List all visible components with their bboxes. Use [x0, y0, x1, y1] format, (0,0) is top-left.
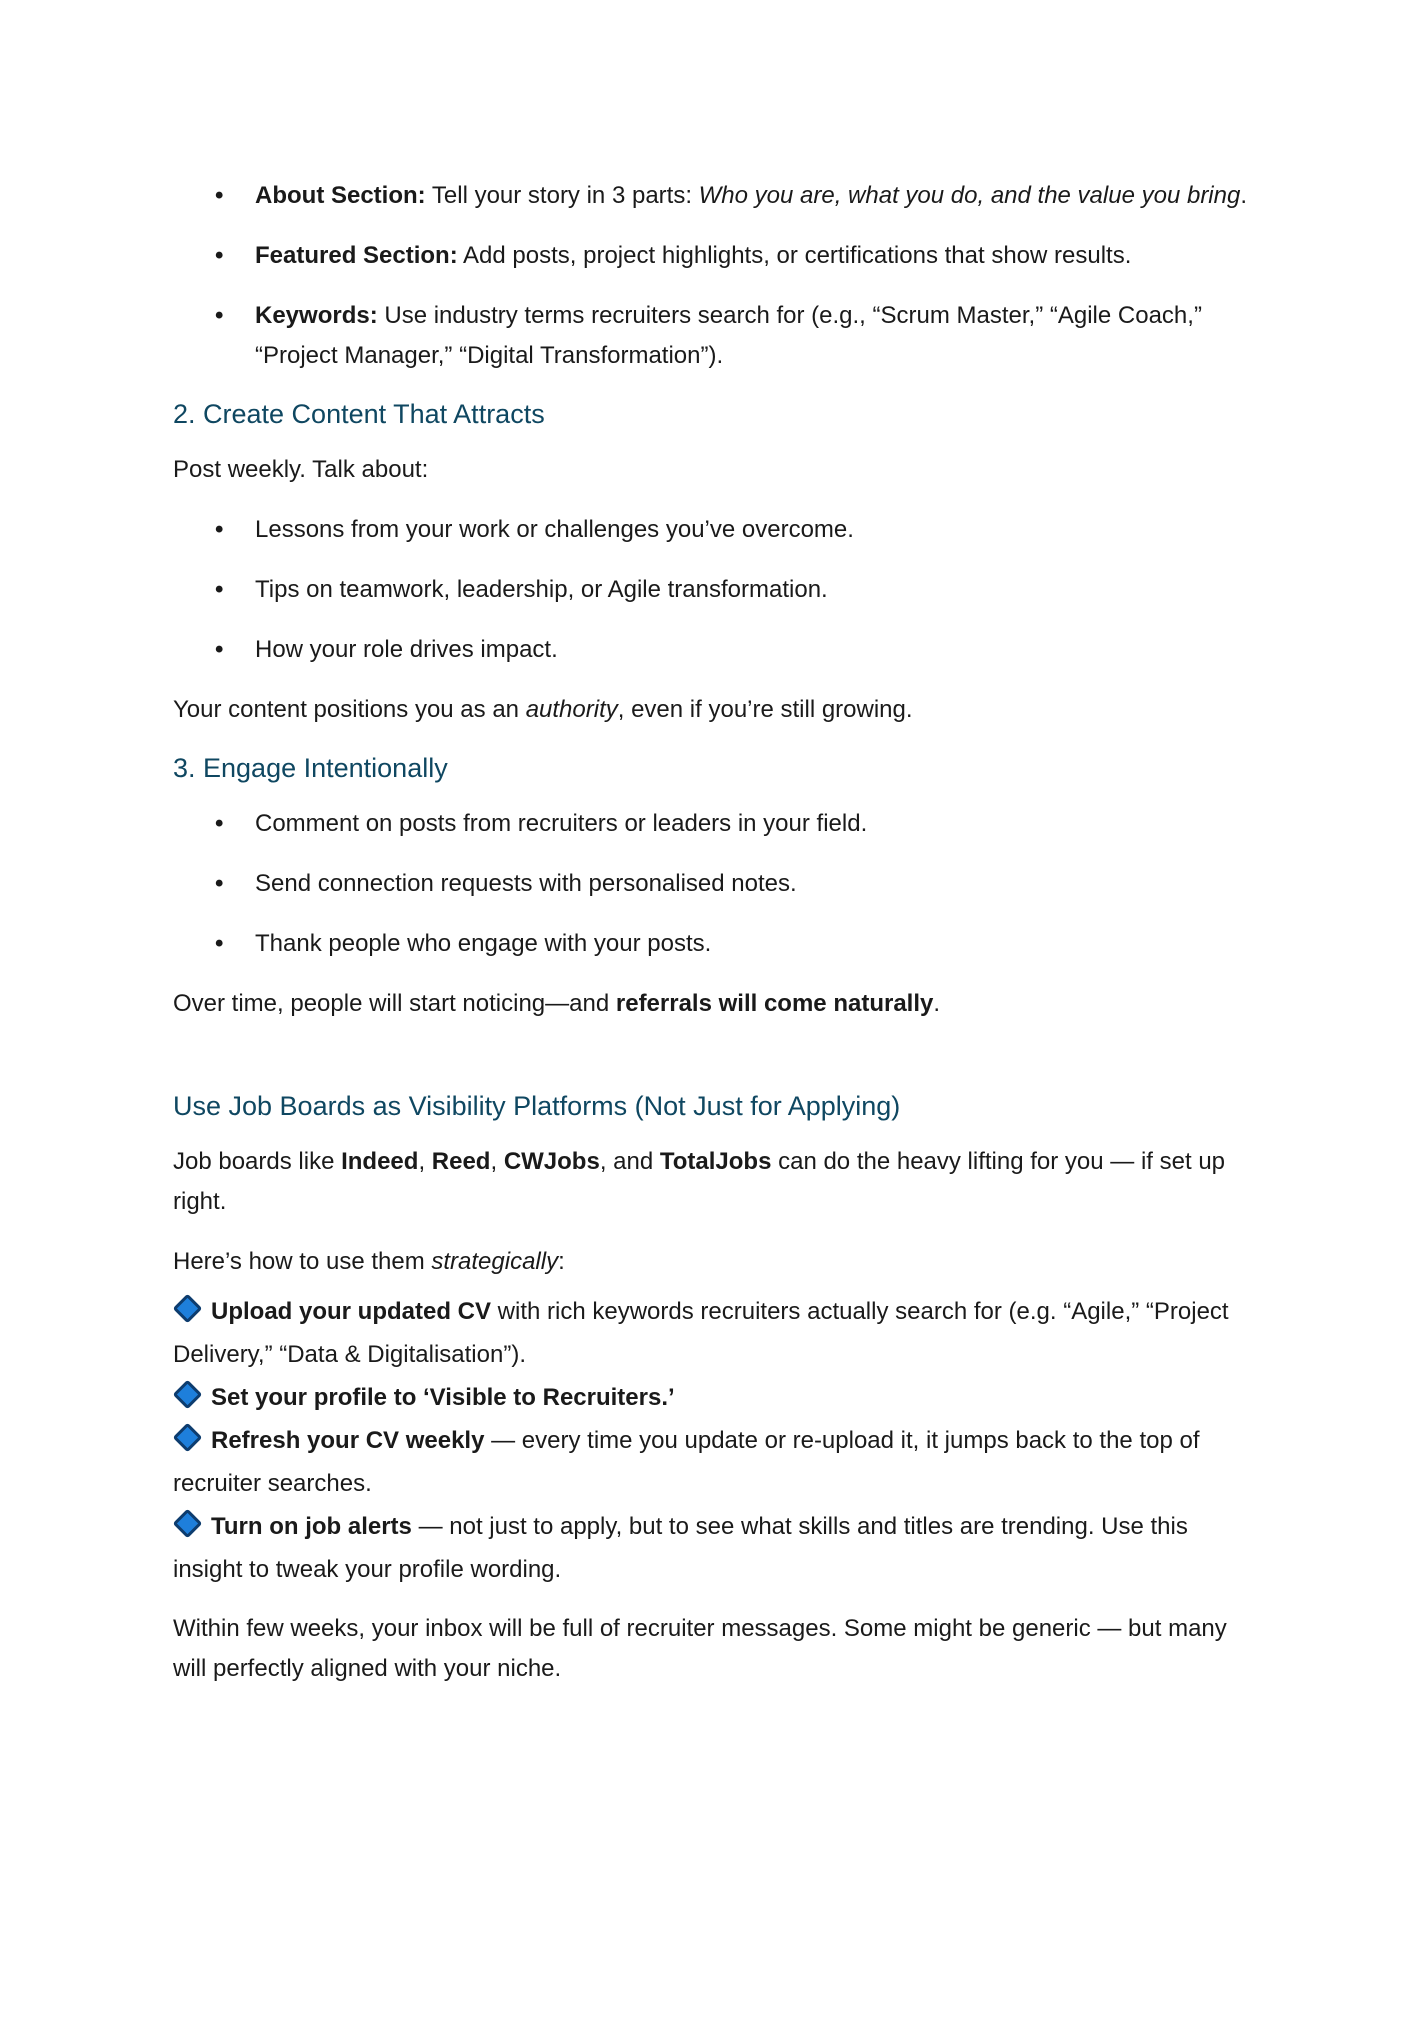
bullet-list	[173, 510, 1255, 670]
bullet-list	[173, 176, 1255, 376]
text-run: Post weekly. Talk about:	[173, 456, 429, 483]
bullet-list	[173, 804, 1255, 964]
text-run: Who you are, what you do, and the value you bring	[698, 182, 1241, 209]
text-run: Lessons from your work or challenges you’ve overcome.	[255, 516, 854, 543]
bullet-item	[173, 176, 1255, 216]
bullet-icon: •	[215, 302, 224, 329]
text-run: Your content positions you as an	[173, 696, 526, 723]
numbered-heading: 2. Create Content That Attracts	[173, 399, 545, 429]
bullet-item	[173, 630, 1255, 670]
text-run: Comment on posts from recruiters or leaders in your field.	[255, 810, 868, 837]
text-run: authority	[525, 696, 618, 723]
blue-diamond-icon	[173, 1380, 203, 1410]
text-run: Tips on teamwork, leadership, or Agile transformation.	[255, 576, 828, 603]
text-run: .	[933, 990, 941, 1017]
diamond-tip-list	[173, 1290, 1255, 1591]
bullet-item	[173, 924, 1255, 964]
bullet-item	[173, 804, 1255, 844]
bullet-icon: •	[215, 870, 224, 897]
blue-diamond-icon	[173, 1423, 203, 1453]
bullet-icon: •	[215, 242, 224, 269]
text-run: Use industry terms recruiters search for (e.g., “Scrum Master,” “Agile Coach,” “Project Manager,” “Digital Transformation”).	[255, 302, 1202, 369]
text-run: Thank people who engage with your posts.	[255, 930, 712, 957]
text-run: — not just to apply, but to see what skills and titles are trending. Use this insight to tweak your profile wording.	[173, 1513, 1188, 1583]
text-run: Job boards like	[173, 1148, 342, 1175]
diamond-tip-item	[173, 1505, 1255, 1591]
text-run: How your role drives impact.	[255, 636, 558, 663]
diamond-tip-item	[173, 1376, 1255, 1419]
text-run: Within few weeks, your inbox will be full of recruiter messages. Some might be generic — but many will perfectly aligned with your niche.	[173, 1615, 1227, 1682]
text-run: Set your profile to ‘Visible to Recruiters.’	[211, 1384, 675, 1411]
text-run: Indeed	[341, 1148, 419, 1175]
bullet-item	[173, 510, 1255, 550]
paragraph	[173, 1609, 1255, 1689]
blue-diamond-icon	[173, 1509, 203, 1539]
section-heading: Use Job Boards as Visibility Platforms (Not Just for Applying)	[173, 1091, 901, 1121]
bullet-icon: •	[215, 182, 224, 209]
text-run: :	[558, 1248, 565, 1275]
bullet-item	[173, 570, 1255, 610]
text-run: CWJobs	[503, 1148, 600, 1175]
text-run: Turn on job alerts	[211, 1513, 412, 1540]
text-run: Featured Section:	[255, 242, 458, 269]
paragraph	[173, 450, 1255, 490]
text-run: with rich keywords recruiters actually search for (e.g. “Agile,” “Project Delivery,” “Data & Digitalisation”).	[173, 1298, 1229, 1368]
text-run: Over time, people will start noticing—and	[173, 990, 616, 1017]
diamond-tip-item	[173, 1419, 1255, 1505]
text-run: Upload your updated CV	[211, 1298, 492, 1325]
text-run: Send connection requests with personalised notes.	[255, 870, 797, 897]
text-run: ,	[490, 1148, 504, 1175]
paragraph	[173, 1142, 1255, 1222]
paragraph	[173, 984, 1255, 1024]
text-run: Add posts, project highlights, or certifications that show results.	[457, 242, 1132, 269]
blue-diamond-icon	[173, 1294, 203, 1324]
text-run: referrals will come naturally	[615, 990, 934, 1017]
bullet-item	[173, 296, 1255, 376]
text-run: Tell your story in 3 parts:	[425, 182, 699, 209]
text-run: .	[1240, 182, 1248, 209]
bullet-icon: •	[215, 930, 224, 957]
text-run: ,	[418, 1148, 432, 1175]
bullet-icon: •	[215, 810, 224, 837]
bullet-item	[173, 236, 1255, 276]
bullet-icon: •	[215, 516, 224, 543]
text-run: Reed	[431, 1148, 491, 1175]
text-run: Refresh your CV weekly	[211, 1427, 485, 1454]
text-run: strategically	[431, 1248, 559, 1275]
text-run: can do the heavy lifting for you — if set up right.	[173, 1148, 1226, 1215]
bullet-icon: •	[215, 636, 224, 663]
bullet-icon: •	[215, 576, 224, 603]
paragraph	[173, 690, 1255, 730]
text-run: Here’s how to use them	[173, 1248, 432, 1275]
paragraph	[173, 1242, 1255, 1282]
text-run: TotalJobs	[659, 1148, 772, 1175]
text-run: About Section:	[255, 182, 426, 209]
numbered-heading: 3. Engage Intentionally	[173, 753, 448, 783]
diamond-tip-item	[173, 1290, 1255, 1376]
text-run: , even if you’re still growing.	[617, 696, 913, 723]
bullet-item	[173, 864, 1255, 904]
text-run: , and	[599, 1148, 660, 1175]
text-run: — every time you update or re-upload it, it jumps back to the top of recruiter searches.	[173, 1427, 1200, 1497]
text-run: Keywords:	[255, 302, 378, 329]
